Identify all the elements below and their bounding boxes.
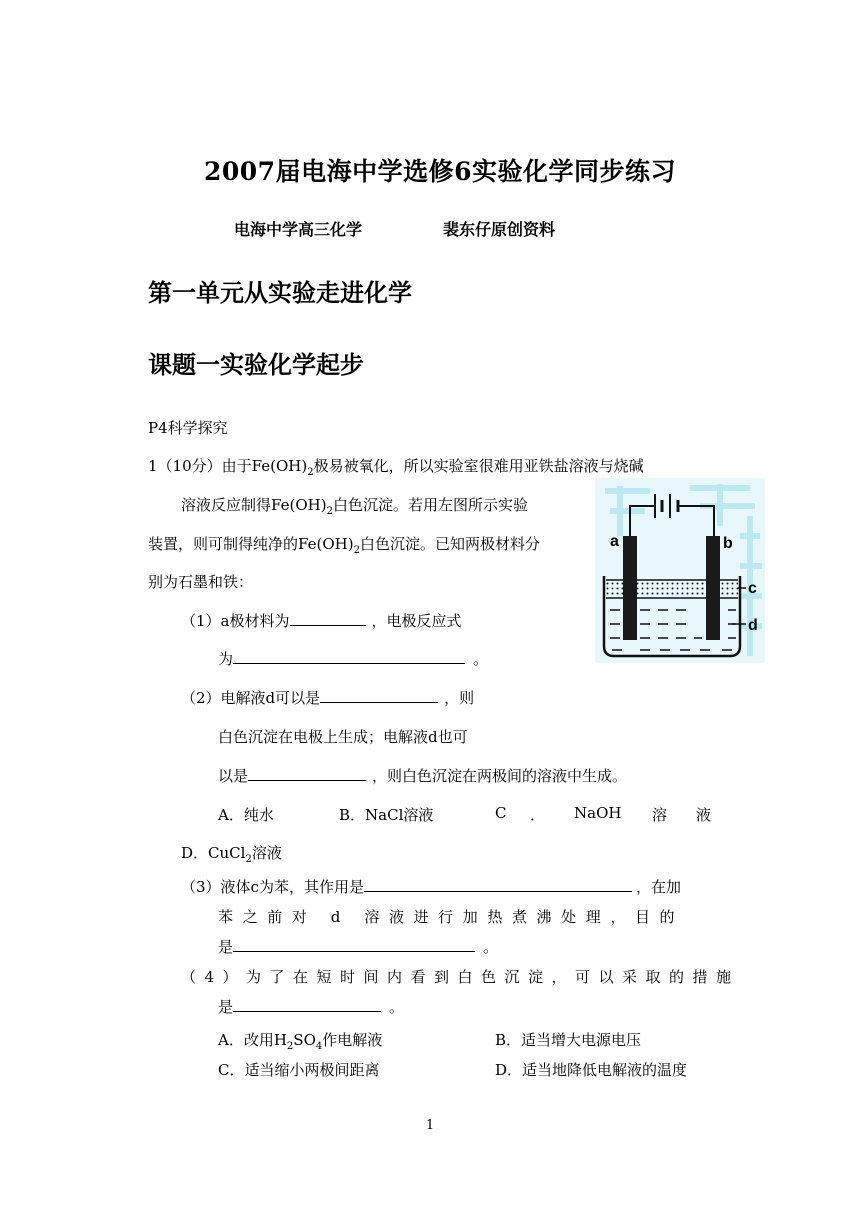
label-a: a (610, 533, 619, 550)
question-intro-line-1: 1（10分）由于$Fe(OH)_2$极易被氧化，所以实验室很难用亚铁盐溶液与烧碱 (148, 457, 644, 478)
option-2b: B．NaCl溶液 (339, 806, 434, 824)
answer-blank-electrolyte-1[interactable] (320, 688, 438, 703)
option-2c-naoh: NaOH (574, 804, 622, 822)
question-intro-line-2: 溶液反应制得$Fe(OH)_2$白色沉淀。若用左图所示实验 (181, 496, 528, 517)
option-4b: B．适当增大电源电压 (495, 1031, 642, 1049)
answer-blank-a-material[interactable] (290, 611, 366, 626)
option-4c: C．适当缩小两极间距离 (218, 1061, 380, 1079)
answer-blank-measure[interactable] (233, 997, 381, 1012)
subtitle-left: 电海中学高三化学 (234, 220, 363, 239)
page-title: 2007届电海中学选修6实验化学同步练习 (204, 157, 676, 186)
part-4-line-2: 是 。 (218, 998, 405, 1016)
lesson-heading: 课题一实验化学起步 (148, 351, 364, 379)
electrolysis-apparatus-diagram (590, 476, 770, 666)
question-intro-line-4: 别为石墨和铁： (148, 573, 254, 591)
part-2-line-1: （2）电解液d可以是 ，则 (181, 689, 475, 707)
part-2-line-2: 白色沉淀在电极上生成；电解液d也可 (218, 728, 468, 746)
answer-blank-electrolyte-2[interactable] (248, 766, 366, 781)
part-2-line-3: 以是 ，则白色沉淀在两极间的溶液中生成。 (218, 767, 628, 785)
option-4d: D．适当地降低电解液的温度 (495, 1061, 688, 1079)
page-number: 1 (425, 1118, 435, 1133)
part-3-line-2: 苯之前对 d 溶液进行加热煮沸处理，目的 (218, 908, 685, 926)
unit-heading: 第一单元从实验走进化学 (148, 279, 412, 307)
label-d: d (748, 617, 758, 634)
electrode-a (623, 536, 637, 640)
option-2d: D．CuCl$_2$溶液 (181, 844, 282, 865)
option-2c-char-1: 溶 (652, 806, 668, 824)
option-2c-dot: ． (530, 806, 546, 824)
option-4a: A．改用$H_2SO_4$作电解液 (218, 1031, 383, 1052)
label-b: b (723, 535, 733, 552)
answer-blank-boiling-purpose[interactable] (233, 937, 475, 952)
answer-blank-electrode-equation[interactable] (233, 649, 465, 664)
option-2c-letter: C (495, 804, 507, 822)
electrode-b (706, 536, 720, 640)
label-c: c (748, 580, 757, 597)
option-2a: A．纯水 (218, 806, 274, 824)
part-3-line-3: 是 。 (218, 938, 499, 956)
part-4-line-1: （4）为了在短时间内看到白色沉淀，可以采取的措施 (181, 968, 740, 986)
electrolysis-figure (590, 476, 770, 666)
answer-blank-benzene-purpose[interactable] (364, 877, 632, 892)
part-1-line-1: （1）a极材料为 ，电极反应式 (181, 612, 462, 630)
section-label: P4科学探究 (148, 419, 228, 437)
part-1-line-2: 为 。 (218, 650, 489, 668)
question-intro-line-3: 装置，则可制得纯净的$Fe(OH)_2$白色沉淀。已知两极材料分 (148, 535, 540, 556)
part-3-line-1: （3）液体c为苯，其作用是 ，在加 (181, 878, 681, 896)
subtitle-right: 裴东仔原创资料 (443, 220, 556, 239)
option-2c-char-2: 液 (696, 806, 712, 824)
